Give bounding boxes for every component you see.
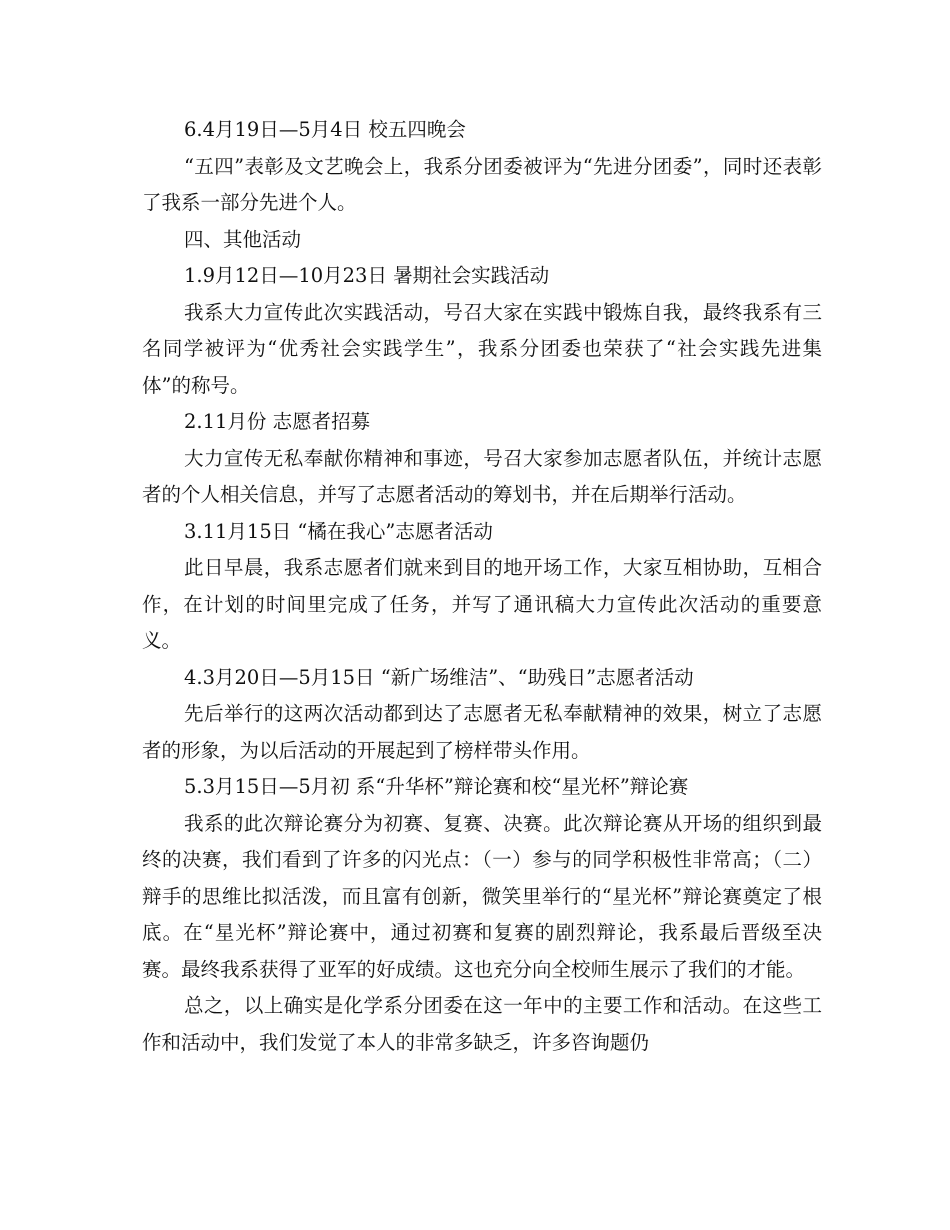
section-heading: 5.3月15日—5月初 系“升华杯”辩论赛和校“星光杯”辩论赛 xyxy=(184,775,689,798)
section-title: 四、其他活动 xyxy=(184,227,302,251)
section-heading: 6.4月19日—5月4日 校五四晚会 xyxy=(184,118,466,141)
body-paragraph: 此日早晨，我系志愿者们就来到目的地开场工作，大家互相协助，互相合作，在计划的时间里完成了任务，并写了通讯稿大力宣传此次活动的重要意义。 xyxy=(142,556,822,652)
body-paragraph: 先后举行的这两次活动都到达了志愿者无私奉献精神的效果，树立了志愿者的形象，为以后活动的开展起到了榜样带头作用。 xyxy=(142,702,822,762)
document-page xyxy=(142,112,822,1061)
body-paragraph: 我系的此次辩论赛分为初赛、复赛、决赛。此次辩论赛从开场的组织到最终的决赛，我们看到了许多的闪光点：（一）参与的同学积极性非常高；（二）辩手的思维比拟活泼，而且富有创新，微笑里举行的“星光杯”辩论赛奠定了根底。在“星光杯”辩论赛中，通过初赛和复赛的剧烈辩论，我系最后晋级至决赛。最终我系获得了亚军的好成绩。这也充分向全校师生展示了我们的才能。 xyxy=(142,811,822,981)
section-heading: 4.3月20日—5月15日 “新广场维洁”、“助残日”志愿者活动 xyxy=(184,665,694,689)
body-paragraph: 大力宣传无私奉献你精神和事迹，号召大家参加志愿者队伍，并统计志愿者的个人相关信息，并写了志愿者活动的筹划书，并在后期举行活动。 xyxy=(142,446,822,506)
section-heading: 3.11月15日 “橘在我心”志愿者活动 xyxy=(184,519,493,543)
body-paragraph: 总之，以上确实是化学系分团委在这一年中的主要工作和活动。在这些工作和活动中，我们发觉了本人的非常多缺乏，许多咨询题仍 xyxy=(142,994,822,1054)
body-paragraph: “五四”表彰及文艺晚会上，我系分团委被评为“先进分团委”，同时还表彰了我系一部分先进个人。 xyxy=(142,154,822,214)
section-heading: 2.11月份 志愿者招募 xyxy=(184,410,371,433)
body-paragraph: 我系大力宣传此次实践活动，号召大家在实践中锻炼自我，最终我系有三名同学被评为“优秀社会实践学生”，我系分团委也荣获了“社会实践先进集体”的称号。 xyxy=(142,300,822,397)
section-heading: 1.9月12日—10月23日 暑期社会实践活动 xyxy=(184,264,550,287)
